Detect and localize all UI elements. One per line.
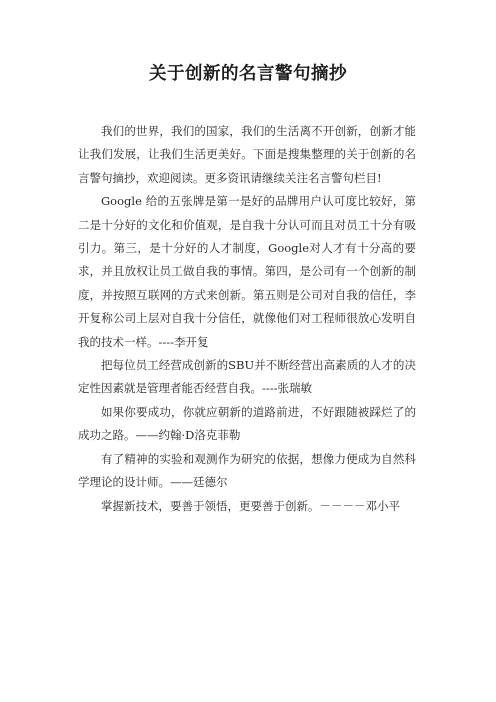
paragraph-quote-tyndall: 有了精神的实验和观测作为研究的依据，想像力便成为自然科学理论的设计师。——廷德尔	[78, 451, 416, 490]
paragraph-quote-deng-xiaoping: 掌握新技术，要善于领悟，更要善于创新。－－－－邓小平	[101, 498, 400, 513]
document-body	[78, 120, 416, 518]
document-title: 关于创新的名言警句摘抄	[149, 64, 347, 84]
paragraph-quote-zhang-ruimin: 把每位员工经营成创新的SBU并不断经营出高素质的人才的决定性因素就是管理者能否经营自我。----张瑞敏	[78, 358, 416, 396]
paragraph-quote-li-kaifu: Google 给的五张牌是第一是好的品牌用户认可度比较好，第二是十分好的文化和价值观，是自我十分认可而且对员工十分有吸引力。第三，是十分好的人才制度，Google对人才有十分高的要求，并且放权让员工做自我的事情。第四，是公司有一个创新的制度，并按照互联网的方式来创新。第五则是公司对自我的信任，李开复称公司上层对自我十分信任，就像他们对工程师很放心发明自我的技术一样。----李开复	[78, 194, 416, 349]
paragraph-quote-rockefeller: 如果你要成功，你就应朝新的道路前进，不好跟随被踩烂了的成功之路。——约翰·D洛克菲勒	[78, 404, 416, 443]
paragraph-intro: 我们的世界，我们的国家，我们的生活离不开创新，创新才能让我们发展，让我们生活更美好。下面是搜集整理的关于创新的名言警句摘抄，欢迎阅读。更多资讯请继续关注名言警句栏目!	[78, 124, 416, 185]
